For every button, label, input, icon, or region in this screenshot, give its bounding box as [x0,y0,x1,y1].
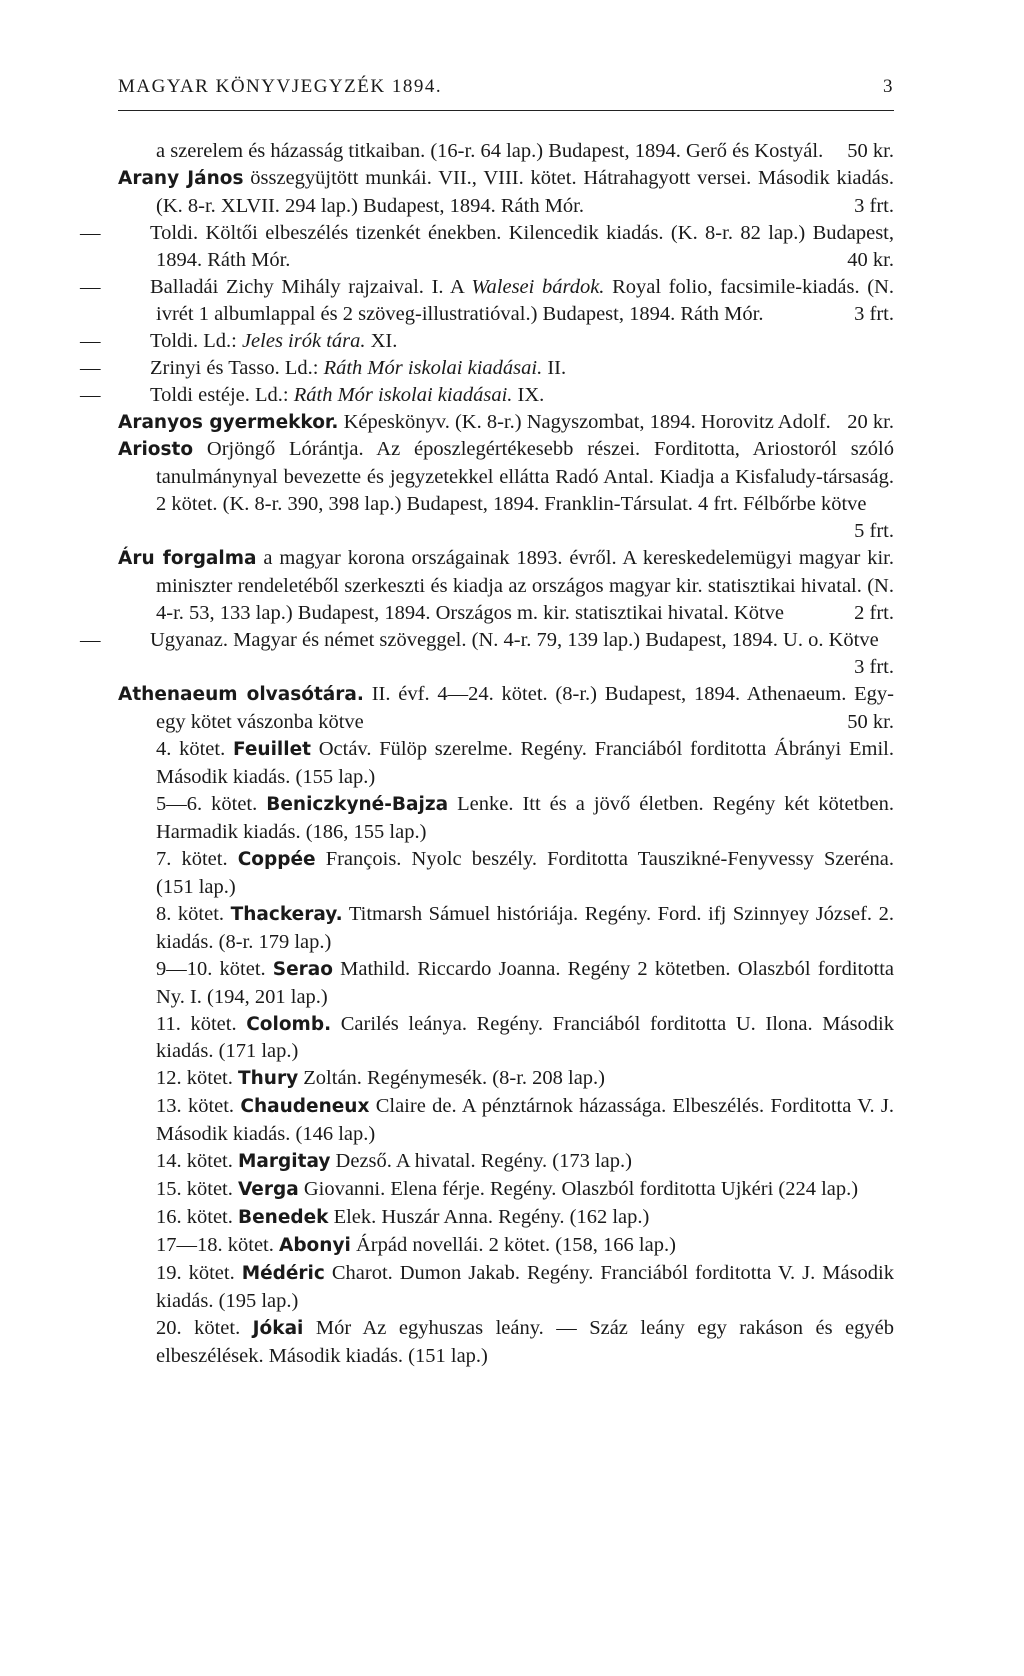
entry-arany: Arany János összegyüjtött munkái. VII., VIII. kötet. Hátrahagyott versei. Második kiadás. (K. 8-r. XLVII. 294 lap.) Budapest, 1894. Ráth Mór. 3 frt. [118,165,894,220]
price: 2 frt. [854,602,894,625]
entry-author: Aranyos gyermekkor. [118,411,339,433]
entry-zrinyi-ref: — Zrinyi és Tasso. Ld.: Ráth Mór iskolai kiadásai. II. [80,356,567,379]
entry-toldi: — Toldi. Költői elbeszélés tizenkét énekben. Kilencedik kiadás. (K. 8-r. 82 lap.) Budapest, 1894. Ráth Mór. 40 kr. [118,220,894,274]
entry-aru-forgalma: Áru forgalma a magyar korona országainak 1893. évről. A kereskedelemügyi magyar kir. miniszter rendeletéből szerkeszti és kiadja az országos magyar kir. statisztikai hivatal. (N. 4-r. 53, 133 lap.) Budapest, 1894. Országos m. kir. statisztikai hivatal. Kötve 2 frt. [118,545,894,627]
volume-item: 12. kötet. Thury Zoltán. Regénymesék. (8-r. 208 lap.) [156,1067,606,1090]
page-number: 3 [883,76,894,97]
price: 3 frt. [854,194,894,217]
price: 3 frt. [854,302,894,325]
running-header [118,76,894,98]
price: 50 kr. [847,711,894,734]
header-title: MAGYAR KÖNYVJEGYZÉK 1894. [118,76,443,97]
entry-author: Arany János [118,167,244,189]
volume-item: 13. kötet. Chaudeneux Claire de. A pénztárnok házassága. Elbeszélés. Forditotta V. J. Második kiadás. (146 lap.) [156,1095,894,1146]
entry-balladai: — Balladái Zichy Mihály rajzaival. I. A Walesei bárdok. Royal folio, facsimile-kiadás. (N. ivrét 1 albumlappal és 2 szöveg-illustratióval.) Budapest, 1894. Ráth Mór. 3 frt. [118,274,894,328]
price: 5 frt. [854,520,894,543]
volume-item: 11. kötet. Colomb. Carilés leánya. Regény. Franciából forditotta U. Ilona. Második kiadás. (171 lap.) [156,1012,894,1063]
header-rule [118,110,894,111]
price: 20 kr. [847,410,894,433]
volume-item: 20. kötet. Jókai Mór Az egyhuszas leány. — Száz leány egy rakáson és egyéb elbeszélések. Második kiadás. (151 lap.) [156,1316,894,1367]
price: 50 kr. [847,140,894,162]
catalog-text [80,138,895,1370]
volume-item: 9—10. kötet. Serao Mathild. Riccardo Joanna. Regény 2 kötetben. Olaszból forditotta Ny. I. (194, 201 lap.) [156,957,894,1008]
price: 3 frt. [854,656,894,679]
entry-author: Áru forgalma [118,548,257,570]
volume-item: 16. kötet. Benedek Elek. Huszár Anna. Regény. (162 lap.) [156,1206,650,1229]
volume-item: 14. kötet. Margitay Dezső. A hivatal. Regény. (173 lap.) [156,1150,632,1173]
volume-item: 7. kötet. Coppée François. Nyolc beszély. Forditotta Tauszikné-Fenyvessy Szeréna. (151 lap.) [156,847,895,898]
entry-toldi-esteje-ref: — Toldi estéje. Ld.: Ráth Mór iskolai kiadásai. IX. [80,383,545,406]
entry-author: Athenaeum olvasótára. [118,684,364,706]
volume-item: 8. kötet. Thackeray. Titmarsh Sámuel históriája. Regény. Ford. ifj Szinnyey József. 2. kiadás. (8-r. 179 lap.) [156,902,894,953]
entry-athenaeum: Athenaeum olvasótára. II. évf. 4—24. kötet. (8-r.) Budapest, 1894. Athenaeum. Egy-egy kötet vászonba kötve 50 kr. [118,681,894,736]
volume-item: 17—18. kötet. Abonyi Árpád novellái. 2 kötet. (158, 166 lap.) [156,1234,676,1257]
entry-toldi-ref: — Toldi. Ld.: Jeles irók tára. XI. [80,329,398,352]
volume-item: 5—6. kötet. Beniczkyné-Bajza Lenke. Itt és a jövő életben. Regény két kötetben. Harmadik kiadás. (186, 155 lap.) [156,792,894,843]
volume-item: 19. kötet. Médéric Charot. Dumon Jakab. Regény. Franciából forditotta V. J. Második kiadás. (195 lap.) [156,1262,894,1313]
entry-continuation: a szerelem és házasság titkaiban. (16-r. 64 lap.) Budapest, 1894. Gerő és Kostyál. 50 kr. [118,138,894,165]
volume-item: 4. kötet. Feuillet Octáv. Fülöp szerelme. Regény. Franciából forditotta Ábrányi Emil. Második kiadás. (155 lap.) [156,737,894,788]
price: 40 kr. [847,248,894,271]
entry-aranyos: Aranyos gyermekkor. Képeskönyv. (K. 8-r.) Nagyszombat, 1894. Horovitz Adolf. 20 kr. [118,409,894,437]
entry-ariosto: Ariosto Orjöngő Lórántja. Az époszlegértékesebb részei. Forditotta, Ariostoról szóló tanulmánynyal bevezette és jegyzetekkel ellátta Radó Antal. Kiadja a Kisfaludy-társaság. 2 kötet. (K. 8-r. 390, 398 lap.) Budapest, 1894. Franklin-Társulat. 4 frt. Félbőrbe kötve 5 frt. [118,436,894,545]
entry-author: Ariosto [118,439,194,461]
volume-item: 15. kötet. Verga Giovanni. Elena férje. Regény. Olaszból forditotta Ujkéri (224 lap.) [156,1178,859,1201]
entry-ugyanaz: — Ugyanaz. Magyar és német szöveggel. (N. 4-r. 79, 139 lap.) Budapest, 1894. U. o. Kötve 3 frt. [118,627,894,681]
